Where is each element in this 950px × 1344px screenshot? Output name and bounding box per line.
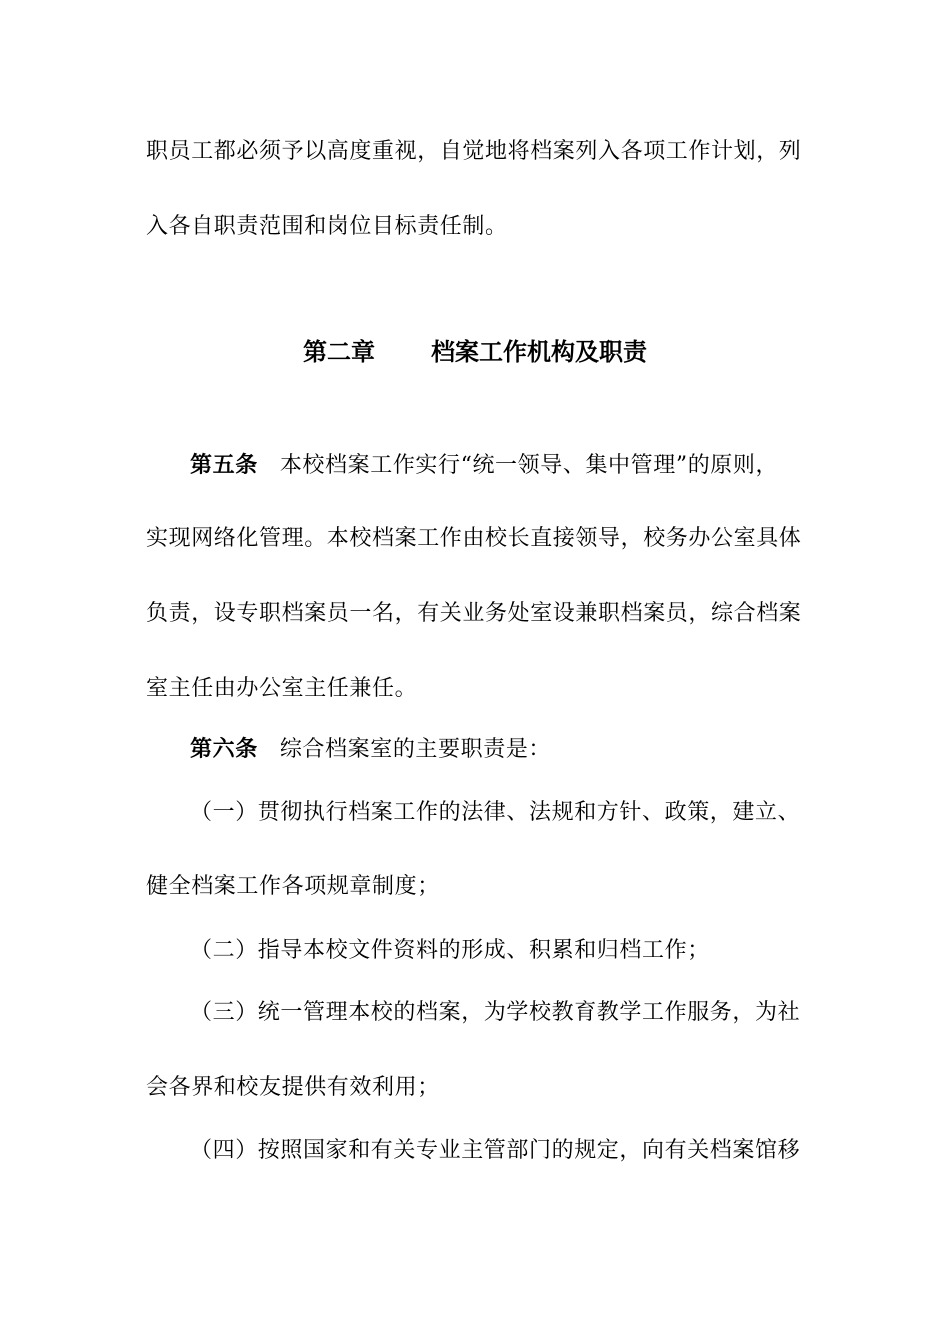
article-6-first-line — [190, 735, 551, 765]
chapter-heading — [0, 336, 950, 368]
list-item: （四）按照国家和有关专业主管部门的规定，向有关档案馆移 — [190, 1138, 801, 1163]
list-item: （三）统一管理本校的档案，为学校教育教学工作服务，为社 — [190, 1000, 801, 1025]
body-text-line: 职员工都必须予以高度重视，自觉地将档案列入各项工作计划，列 — [146, 139, 802, 164]
chapter-title: 档案工作机构及职责 — [431, 338, 647, 366]
chapter-number: 第二章 — [303, 338, 375, 366]
body-text-line: 实现网络化管理。本校档案工作由校长直接领导，校务办公室具体 — [146, 526, 802, 551]
article-5-text: 本校档案工作实行“统一领导、集中管理”的原则， — [279, 453, 779, 478]
article-6-label: 第六条 — [190, 737, 258, 762]
article-5-label: 第五条 — [190, 453, 258, 478]
article-6-text: 综合档案室的主要职责是： — [279, 737, 552, 762]
list-item: （一）贯彻执行档案工作的法律、法规和方针、政策，建立、 — [190, 800, 801, 825]
body-text-line: 入各自职责范围和岗位目标责任制。 — [146, 214, 508, 239]
body-text-line: 会各界和校友提供有效利用； — [146, 1075, 440, 1100]
body-text-line: 室主任由办公室主任兼任。 — [146, 676, 418, 701]
body-text-line: 负责，设专职档案员一名，有关业务处室设兼职档案员，综合档案 — [146, 601, 802, 626]
article-5-first-line — [190, 451, 778, 481]
list-item: （二）指导本校文件资料的形成、积累和归档工作； — [190, 938, 710, 963]
body-text-line: 健全档案工作各项规章制度； — [146, 874, 440, 899]
